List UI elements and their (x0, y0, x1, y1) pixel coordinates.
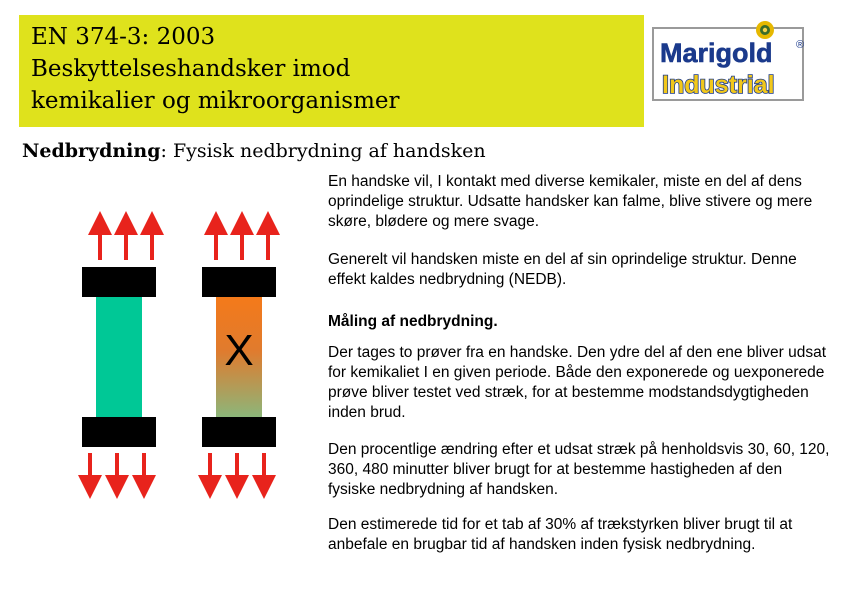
subtitle-term: Nedbrydning (22, 140, 161, 162)
paragraph-samples-text: Der tages to prøver fra en handske. Den ydre del af den ene bliver udsat for kemikaliet I en given periode. Både den exponerede og uexponerede prøve bliver testet ved stræk, for at bestemme modstandsdygtigheden inden brud. (328, 344, 827, 421)
logo-word-industrial: Industrial (662, 71, 775, 99)
section-heading-measurement (328, 312, 833, 332)
logo-registered-mark: ® (796, 39, 805, 51)
top-clamp (82, 267, 156, 297)
logo-word-marigold: Marigold (660, 38, 773, 68)
paragraph-percent-text: Den procentlige ændring efter et udsat stræk på henholdsvis 30, 60, 120, 360, 480 minutter bliver brugt for at bestemme hastigheden af den fysiske nedbrydning af handsken. (328, 441, 830, 498)
paragraph-nedb-text: Generelt vil handsken miste en del af sin oprindelige struktur. Denne effekt kaldes nedbrydning (NEDB). (328, 251, 797, 288)
marigold-logo (648, 14, 818, 104)
subtitle (22, 140, 486, 162)
sample-unexposed (82, 223, 156, 487)
bottom-clamp (82, 417, 156, 447)
bottom-clamp (202, 417, 276, 447)
paragraph-intro-text: En handske vil, I kontakt med diverse kemikaler, miste en del af dens oprindelige struktur. Udsatte handsker kan falme, blive stivere og mere skøre, blødere og mere svage. (328, 173, 813, 230)
flower-icon (756, 21, 774, 39)
unexposed-strip (96, 297, 142, 417)
paragraph-intro (328, 172, 833, 232)
paragraph-samples (328, 343, 833, 423)
tensile-test-diagram (70, 205, 310, 505)
title-line-1: EN 374-3: 2003 (31, 24, 216, 50)
paragraph-nedb (328, 250, 833, 290)
subtitle-rest: : Fysisk nedbrydning af handsken (160, 140, 486, 162)
paragraph-percent-change (328, 440, 833, 500)
top-clamp (202, 267, 276, 297)
title-line-3: kemikalier og mikroorganismer (31, 88, 400, 114)
sample-exposed (202, 223, 276, 487)
paragraph-estimated-time (328, 515, 833, 555)
title-box (19, 15, 644, 127)
paragraph-estimated-text: Den estimerede tid for et tab af 30% af trækstyrken bliver brugt til at anbefale en brugbar tid af handsken inden fysisk nedbrydning. (328, 516, 793, 553)
section-heading-text: Måling af nedbrydning. (328, 313, 498, 330)
damage-mark: X (224, 326, 254, 375)
title-line-2: Beskyttelseshandsker imod (31, 56, 351, 82)
